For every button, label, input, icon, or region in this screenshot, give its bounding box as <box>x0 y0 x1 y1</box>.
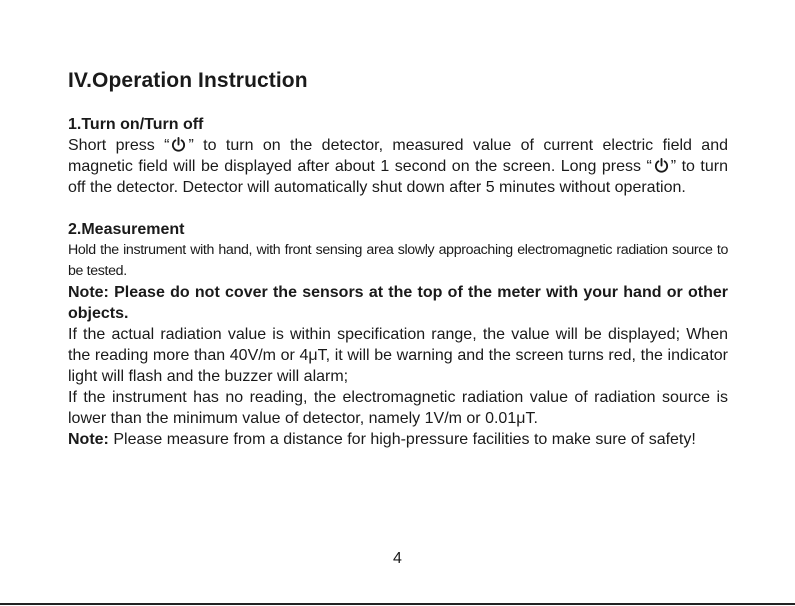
section-gap <box>68 198 728 219</box>
power-icon <box>171 137 186 152</box>
safety-note-label: Note: <box>68 431 109 448</box>
measurement-display-text: If the actual radiation value is within specification range, the value will be displayed; When the reading more than 40V/m or 4μT, it will be warning and the screen turns red, the indicator light will flash and the buzzer will alarm; <box>68 326 728 385</box>
measurement-no-reading-text: If the instrument has no reading, the electromagnetic radiation value of radiation source is lower than the minimum value of detector, namely 1V/m or 0.01μT. <box>68 389 728 427</box>
page-number: 4 <box>393 550 402 567</box>
turn-on-off-text <box>68 135 728 198</box>
power-icon <box>654 158 669 173</box>
turn-on-off-text-part1: Short press “ <box>68 137 170 154</box>
manual-page <box>68 66 728 450</box>
safety-note <box>68 429 728 450</box>
safety-note-text: Please measure from a distance for high-pressure facilities to make sure of safety! <box>108 431 696 448</box>
bottom-rule <box>0 603 795 605</box>
turn-on-off-text-part2: ” to turn on the detector, measured value of current electric field and magnetic field will be displayed after about 1 second on the screen. Long press “ <box>68 137 728 175</box>
section-heading: IV.Operation Instruction <box>68 69 308 92</box>
turn-on-off-text-part3: ” to turn off the detector. Detector will automatically shut down after 5 minutes without operation. <box>68 158 728 196</box>
measurement-intro: Hold the instrument with hand, with front sensing area slowly approaching electromagnetic radiation source to be tested. <box>68 242 728 279</box>
measurement-note: Note: Please do not cover the sensors at the top of the meter with your hand or other objects. <box>68 284 728 322</box>
turn-on-off-title: 1.Turn on/Turn off <box>68 116 204 133</box>
measurement-title: 2.Measurement <box>68 221 185 238</box>
